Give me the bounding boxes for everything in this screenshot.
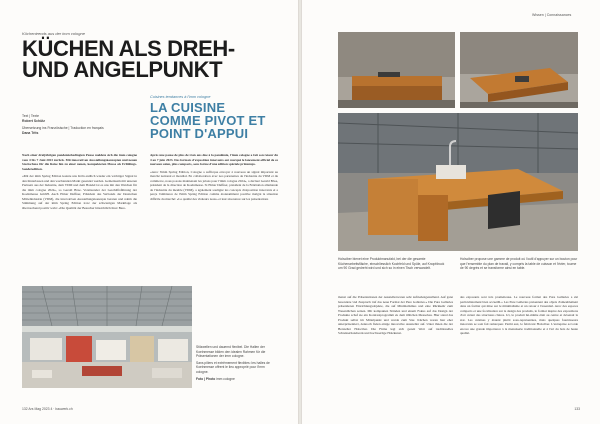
- topic-line: Küchentrends aus der imm cologne: [22, 31, 85, 36]
- caption-fr: Holsciber propose une gamme de produit où l'outil d'appuyer sur un bouton pour que l'ensemble du plan de travail, y compris la table de cuisson et l'évier, tourne de 90 degrés et se transforme ainsi en table.: [460, 257, 578, 270]
- fr-title-line: COMME PIVOT ET: [150, 113, 266, 128]
- kitchen-photo-rotating: [460, 32, 578, 108]
- hall-caption: [196, 345, 276, 383]
- fr-title-line: LA CUISINE: [150, 100, 226, 115]
- french-body: «Avec l'imm Spring Edition, Cologne a sufficque envoyer à nouveau un signal important au marché national et mondial. En collaboration avec nos partenaires de l'industrie du VDM et du commerce, nous posons maintenant les jalons pour l'imm cologne 2024», a déclaré Gerald Böse, président de la direction de Koelnmesse. Si Elmar Duffner, président de la Fédération allemande de l'industrie du meuble (VDM), a également souligné les concepts d'exposition innovants et a perçu l'ambiance de l'imm Spring Edition comme étonnamment positive malgré la situation difficile du marché: «La qualité des visiteurs nous» et leur résonance sur les présentations: [150, 169, 278, 201]
- folio-right: 133: [574, 407, 580, 411]
- french-body-continued: des exposants sont très prometteuse. Le nouveau format des Pure Galleries a été particulièrement bien accueilli.» Les Pure Galleries présentent des objets d'ameublement dans un format qui mise sur le minimalisme et un retour à l'essentiel. Avec des espaces compacts et une focalisation sur le design des produits, le format inspire des expositions d'art créant des structures claires. Ici, le produit lui-même était au centre et devenait la star. Les cuisines y étaient plutôt sous-représentées, mais quelques fournisseurs innovants se sont fait remarquer. Parmi eux, le fabricant Holsciber. L'entreprise accorde encore une grande importance à la menuiserie traditionnelle et à l'art du bois de haute qualité.: [460, 295, 578, 335]
- running-head: Wissen | Connaissances: [532, 13, 572, 17]
- credits: [22, 114, 132, 135]
- kitchen-photo-table: [338, 113, 578, 251]
- german-column: [22, 153, 137, 277]
- fr-title: [150, 101, 290, 140]
- translator: Dana Trits: [22, 130, 39, 135]
- german-column-continued: [338, 295, 453, 399]
- right-page: [302, 0, 600, 424]
- german-lead: Nach einer dreijährigen pandemiebedingten Pause meldete sich die imm cologne vom 4 bis 7 Juni 2023 zurück. Mit innovativen Ausstellungskonzepten und neuen Startschuss für die Reise hin zu einer neuen, kompakteren Messe als Frühlings-Sonderedition.: [22, 153, 137, 171]
- french-column: [150, 153, 278, 277]
- fr-subtitle: Cuisines tendances à l'imm cologne: [150, 95, 211, 99]
- photo-credit: Foto | Photo imm cologne: [196, 376, 235, 381]
- french-column-continued: [460, 295, 578, 399]
- left-page: [0, 0, 298, 424]
- hall-caption-fr: Sans piliers et extrêmement flexibles: les halles de Koelnmesse offrent le lieu approprié pour l'imm cologne.: [196, 360, 270, 374]
- title-line: UND ANGELPUNKT: [22, 57, 223, 82]
- german-body: «Mit der imm Spring Edition konnte uns Köln endlich wieder ein wichtiger Signal in den hinterlassen und den wuchtenden Markt gesendet werden. Gemeinsam mit unseren Partnern aus der Industrie, dem VDM und dem Handel ist es uns mit den Weichen für die imm cologne 2024», so Gerald Böse. Vorsitzender der Geschäftsführung der Koelnmesse GmbH. Auch Elmar Duffner, Präsident des Verbands der Deutschen Möbelindustrie (VDM), die innovativen Ausstellungskonzepte beraten und nahm die Stimmung auf der imm Spring Edition trotz der schwierigen Marktlage als überraschend positiv wahr: «Die Qualität der Besucher hinsichtlich ihrer Bere-: [22, 174, 137, 210]
- caption-de: Holsciber bienet eine Produktmanufakt, bei der die gesamte Küchenarbeitsfläche, einschliesslich Kochfeld und Spüle, auf Knopfdruck um 90 Grad gedreht wird und sich so in einen Tisch verwandelt.: [338, 257, 445, 270]
- title-line: KÜCHEN ALS DREH-: [22, 36, 235, 61]
- author: Robert Schütz: [22, 118, 45, 123]
- exhibition-hall-photo: [22, 286, 192, 388]
- page-title: [22, 38, 262, 80]
- french-lead: Après une pause de plus de trois ans due à la pandémie, l'imm cologne a fait son retour du 4 au 7 juin 2023. Des formats d'exposition innovants ont marqué le lancement officiel de ce nouveau salon, plus compacts, sous forme d'une édition spéciale printemps.: [150, 153, 278, 166]
- fr-title-line: POINT D'APPUI: [150, 126, 249, 141]
- kitchen-photo-closed: [338, 32, 455, 108]
- folio-left: 132 Ars Mag 2023 4 · bauwerk.ch: [22, 407, 73, 411]
- german-body-continued: maxat auf die Präsentationen der Ausstellerwaren sehr zufriedengestellend. Auf ganz besondere viel Zuspruch traf das neue Format der Pure Galleries.» Die Pure Galleries präsentieren Einrichtungsobjekte, die auf Minimalismus und eine Rückkehr zum Wesentlichen setzen. Mit kompakten Ständen und einem Fokus auf das Design der Produkte schaf sie ein Kontrastprogramm zu dem üblichen Messebau. Hier stand das Produkt selbst im Mittelpunkt und wurde zum Star. Küchen waren hier eher unterpräsentiert, dennoch fielen einige innovative Aussteller auf. Unter ihnen die der Hersteller Holsciber. Die Firma legt sich gezeit Wert auf traditionelles Schreinerhandwerk und hochwertige Holzkunst.: [338, 295, 453, 335]
- text-label: Text | Texte: [22, 114, 40, 118]
- translation-label: Übersetzung ins Französische | Traduction en français: [22, 126, 104, 131]
- hall-caption-de: Stilzwellen und dauernd flexibel. Die Hallen der Koelnmesse bilden den idealen Rahmen für die Präsentationen der imm cologne.: [196, 345, 266, 359]
